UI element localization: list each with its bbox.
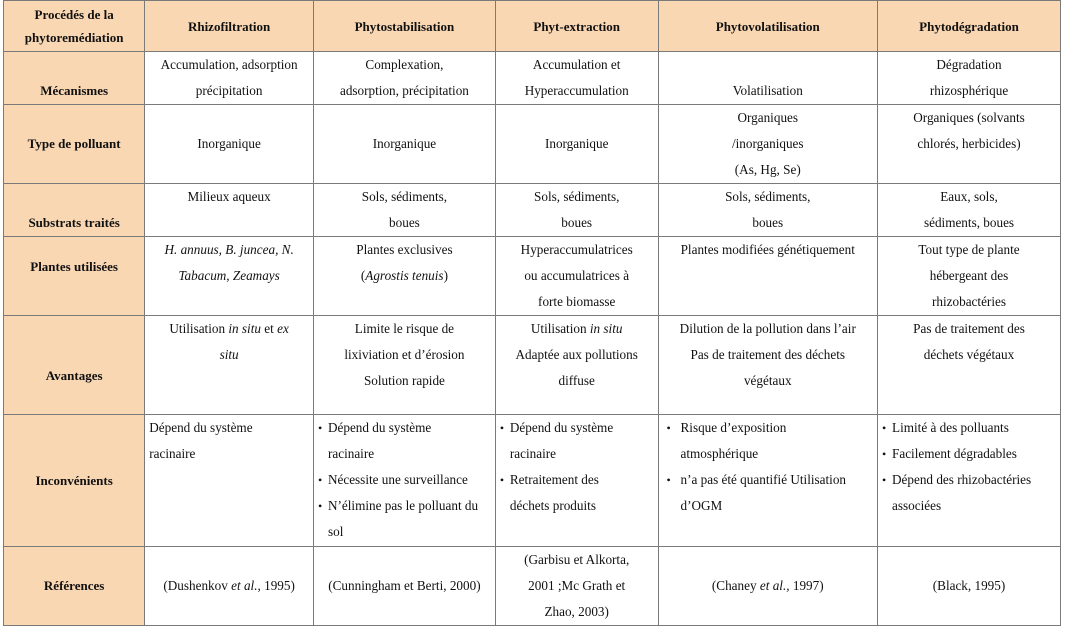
cell-inconvenients-phytovolatilisation	[658, 415, 878, 547]
row-type-polluant	[4, 105, 1061, 184]
cell-mecanismes-rhizofiltration: Accumulation, adsorption précipitation	[145, 52, 314, 105]
cell-mecanismes-phytovolatilisation: Volatilisation	[658, 52, 878, 105]
cell-substrats-phytovolatilisation: Sols, sédiments, boues	[658, 184, 878, 237]
cell-avantages-phytodegradation: Pas de traitement des déchets végétaux	[878, 316, 1061, 415]
list-item: • Limité à des polluants	[882, 415, 1056, 441]
cell-type-phytovolatilisation: Organiques /inorganiques (As, Hg, Se)	[658, 105, 878, 184]
list-item: • n’a pas été quantifié Utilisation d’OGM	[667, 467, 874, 519]
row-label-inconvenients: Inconvénients	[4, 415, 145, 547]
row-references	[4, 547, 1061, 626]
row-label-references: Références	[4, 547, 145, 626]
list-inconvenients-phytostabilisation	[318, 415, 491, 545]
cell-substrats-phytodegradation: Eaux, sols, sédiments, boues	[878, 184, 1061, 237]
cell-mecanismes-phytostabilisation: Complexation, adsorption, précipitation	[313, 52, 495, 105]
row-label-substrats: Substrats traités	[4, 184, 145, 237]
cell-references-phytodegradation: (Black, 1995)	[878, 547, 1061, 626]
cell-avantages-phytovolatilisation: Dilution de la pollution dans l’air Pas de traitement des déchets végétaux	[658, 316, 878, 415]
list-item: • Retraitement des déchets produits	[500, 467, 654, 519]
list-item: • Nécessite une surveillance	[318, 467, 491, 493]
cell-inconvenients-phytodegradation	[878, 415, 1061, 547]
list-item: • Dépend du système racinaire	[318, 415, 491, 467]
list-inconvenients-phytextraction	[500, 415, 654, 519]
cell-plantes-rhizofiltration: H. annuus, B. juncea, N. Tabacum, Zeamays	[145, 237, 314, 316]
row-label-avantages: Avantages	[4, 316, 145, 415]
cell-references-phytovolatilisation: (Chaney et al., 1997)	[658, 547, 878, 626]
cell-mecanismes-phytextraction: Accumulation et Hyperaccumulation	[495, 52, 658, 105]
phytoremediation-table	[3, 0, 1061, 626]
header-row	[4, 1, 1061, 52]
cell-inconvenients-rhizofiltration: Dépend du système racinaire	[145, 415, 314, 547]
row-label-mecanismes: Mécanismes	[4, 52, 145, 105]
cell-references-phytostabilisation: (Cunningham et Berti, 2000)	[313, 547, 495, 626]
cell-references-phytextraction: (Garbisu et Alkorta, 2001 ;Mc Grath et Zhao, 2003)	[495, 547, 658, 626]
header-phytodegradation: Phytodégradation	[878, 1, 1061, 52]
list-inconvenients-phytodegradation	[882, 415, 1056, 519]
cell-type-phytostabilisation: Inorganique	[313, 105, 495, 184]
row-avantages	[4, 316, 1061, 415]
cell-type-phytextraction: Inorganique	[495, 105, 658, 184]
header-phytostabilisation: Phytostabilisation	[313, 1, 495, 52]
cell-plantes-phytostabilisation: Plantes exclusives (Agrostis tenuis)	[313, 237, 495, 316]
header-phytovolatilisation: Phytovolatilisation	[658, 1, 878, 52]
cell-substrats-rhizofiltration: Milieux aqueux	[145, 184, 314, 237]
list-item: • Dépend des rhizobactéries associées	[882, 467, 1056, 519]
cell-plantes-phytodegradation: Tout type de plante hébergeant des rhizobactéries	[878, 237, 1061, 316]
header-procedes: Procédés de la phytoremédiation	[4, 1, 145, 52]
row-label-plantes: Plantes utilisées	[4, 237, 145, 316]
cell-substrats-phytostabilisation: Sols, sédiments, boues	[313, 184, 495, 237]
header-phytextraction: Phyt-extraction	[495, 1, 658, 52]
cell-avantages-phytextraction: Utilisation in situ Adaptée aux pollutions diffuse	[495, 316, 658, 415]
cell-avantages-phytostabilisation: Limite le risque de lixiviation et d’érosion Solution rapide	[313, 316, 495, 415]
cell-plantes-phytextraction: Hyperaccumulatrices ou accumulatrices à forte biomasse	[495, 237, 658, 316]
row-substrats	[4, 184, 1061, 237]
cell-plantes-phytovolatilisation: Plantes modifiées génétiquement	[658, 237, 878, 316]
list-inconvenients-phytovolatilisation	[663, 415, 874, 519]
row-mecanismes	[4, 52, 1061, 105]
cell-inconvenients-phytextraction	[495, 415, 658, 547]
list-item: • Facilement dégradables	[882, 441, 1056, 467]
cell-type-rhizofiltration: Inorganique	[145, 105, 314, 184]
list-item: • Risque d’exposition atmosphérique	[667, 415, 874, 467]
list-item: • Dépend du système racinaire	[500, 415, 654, 467]
cell-references-rhizofiltration: (Dushenkov et al., 1995)	[145, 547, 314, 626]
cell-substrats-phytextraction: Sols, sédiments, boues	[495, 184, 658, 237]
cell-mecanismes-phytodegradation: Dégradation rhizosphérique	[878, 52, 1061, 105]
row-plantes	[4, 237, 1061, 316]
row-label-type-polluant: Type de polluant	[4, 105, 145, 184]
list-item: • N’élimine pas le polluant du sol	[318, 493, 491, 545]
row-inconvenients	[4, 415, 1061, 547]
cell-inconvenients-phytostabilisation	[313, 415, 495, 547]
header-rhizofiltration: Rhizofiltration	[145, 1, 314, 52]
cell-type-phytodegradation: Organiques (solvants chlorés, herbicides)	[878, 105, 1061, 184]
cell-avantages-rhizofiltration: Utilisation in situ et ex situ	[145, 316, 314, 415]
